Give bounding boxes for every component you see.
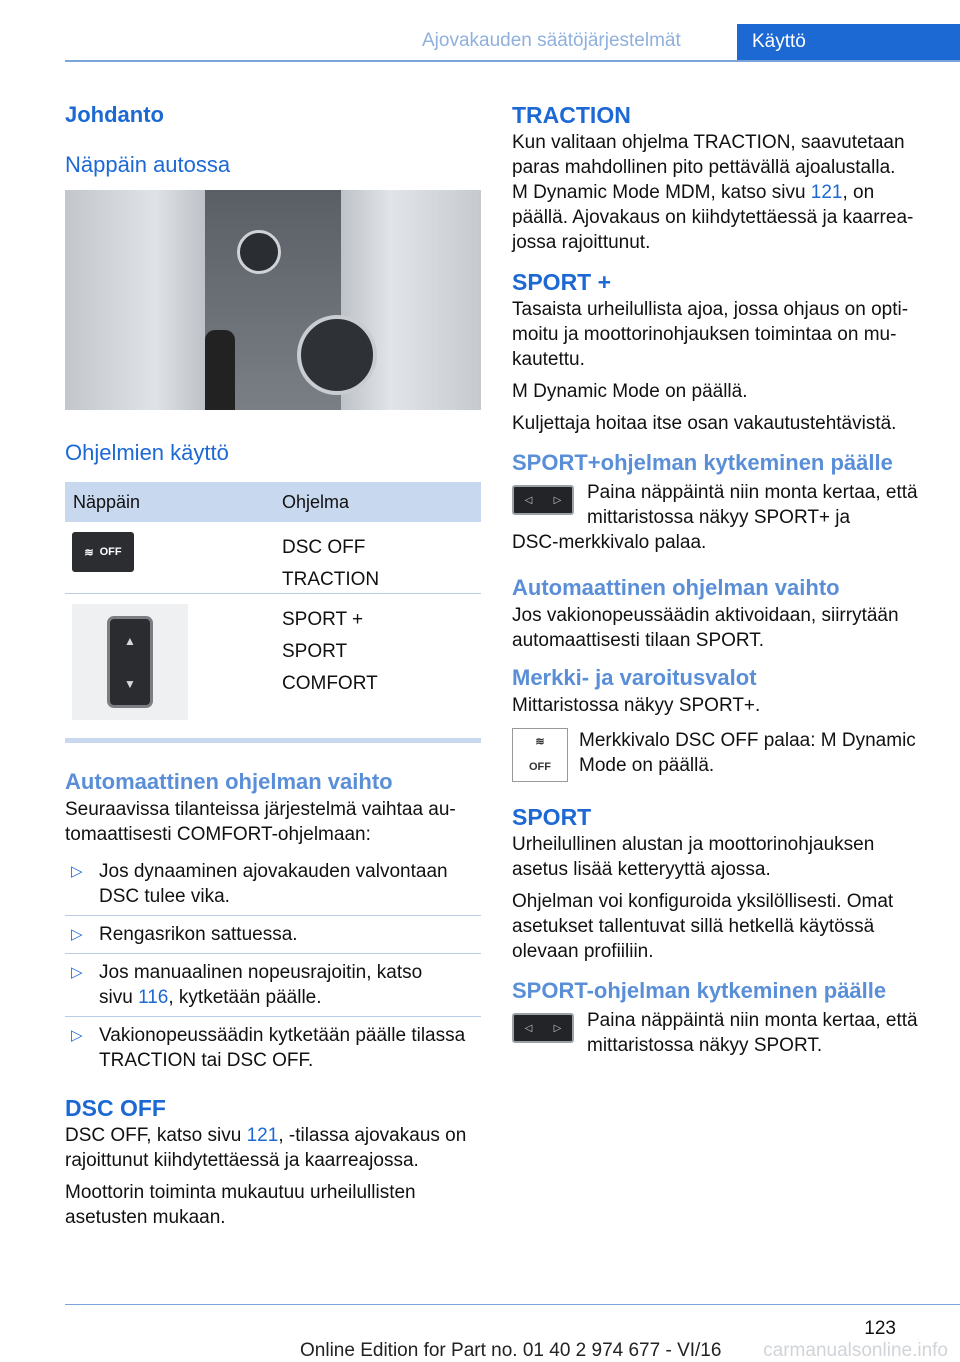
program-dsc-off: DSC OFF: [282, 537, 366, 558]
warning-lights-heading: Merkki- ja varoitusvalot: [512, 665, 757, 690]
footer-rule: [65, 1304, 960, 1305]
list-item: ▷ Jos manuaalinen nopeusrajoitin, katso sivu 116, kytketään päälle.: [65, 954, 481, 1017]
rocker-button-icon: ◁ ▷: [512, 1013, 574, 1043]
sport-plus-text: Tasaista urheilullista ajoa, jossa ohjaus on opti-moitu ja moottorinohjauksen toimintaa on mu-kautettu.: [512, 299, 909, 370]
dsc-off-heading: DSC OFF: [65, 1095, 166, 1121]
table-header: [65, 482, 481, 522]
auto-switch-text-right: Jos vakionopeussäädin aktivoidaan, siirrytään automaattisesti tilaan SPORT.: [512, 605, 899, 651]
dsc-off-text: DSC OFF, katso sivu 121, -tilassa ajovakaus on rajoittunut kiihdytettäessä ja kaarreajossa.: [65, 1125, 467, 1171]
page-link-121[interactable]: 121: [810, 182, 843, 203]
sport-plus-on-text: ◁ ▷ Paina näppäintä niin monta kertaa, että mittaristossa näkyy SPORT+ ja: [512, 480, 930, 530]
page-number: 123: [864, 1318, 896, 1339]
rocker-button-icon: ◁ ▷: [512, 485, 574, 515]
col-header-key: Näppäin: [73, 491, 141, 512]
rocker-switch-icon: ▲ ▼: [72, 604, 188, 720]
conditions-list: [65, 853, 481, 1079]
sport-on-text: ◁ ▷ Paina näppäintä niin monta kertaa, että mittaristossa näkyy SPORT.: [512, 1008, 930, 1058]
sport-plus-mdm: M Dynamic Mode on päällä.: [512, 381, 748, 402]
page-link-116[interactable]: 116: [138, 987, 169, 1008]
sport-plus-driver: Kuljettaja hoitaa itse osan vakautustehtävistä.: [512, 413, 897, 434]
col-header-program: Ohjelma: [282, 491, 350, 512]
program-sport: SPORT: [282, 641, 348, 662]
dsc-off-text-2: Moottorin toiminta mukautuu urheilullisten asetusten mukaan.: [65, 1182, 416, 1228]
sport-plus-heading: SPORT +: [512, 269, 612, 295]
mdm-text: M Dynamic Mode MDM, katso sivu 121, on päällä. Ajovakaus on kiihdytettäessä ja kaarrea-jossa rajoittunut.: [512, 182, 914, 253]
programs-heading: Ohjelmien käyttö: [65, 440, 229, 465]
watermark: carmanualsonline.info: [763, 1340, 948, 1361]
table-row: [65, 522, 481, 594]
sport-plus-on-heading: SPORT+ohjelman kytkeminen päälle: [512, 450, 893, 475]
programs-table: [65, 482, 481, 743]
page-link-121[interactable]: 121: [246, 1125, 279, 1146]
buttons-heading: Näppäin autossa: [65, 152, 231, 177]
list-item: ▷ Jos dynaaminen ajovakauden valvontaan DSC tulee vika.: [65, 853, 481, 916]
program-traction: TRACTION: [282, 569, 380, 590]
header-section: Ajovakauden säätöjärjestelmät: [422, 30, 681, 51]
auto-switch-heading: Automaattinen ohjelman vaihto: [65, 769, 393, 794]
sport-heading: SPORT: [512, 804, 592, 830]
console-photo: [65, 190, 481, 410]
auto-switch-text: Seuraavissa tilanteissa järjestelmä vaihtaa au-tomaattisesti COMFORT-ohjelmaan:: [65, 799, 456, 845]
traction-heading: TRACTION: [512, 102, 631, 128]
right-column: [512, 100, 930, 1058]
sport-plus-on-text-2: DSC-merkkivalo palaa.: [512, 532, 707, 553]
traction-text: Kun valitaan ohjelma TRACTION, saavutetaan paras mahdollinen pito pettävällä ajoalustalla.: [512, 132, 905, 178]
auto-switch-heading-right: Automaattinen ohjelman vaihto: [512, 575, 840, 600]
left-column: [65, 100, 481, 1230]
intro-heading: Johdanto: [65, 102, 164, 127]
edition-text: Online Edition for Part no. 01 40 2 974 677 - VI/16: [300, 1340, 722, 1361]
header-rule: [65, 60, 960, 62]
program-comfort: COMFORT: [282, 673, 378, 694]
dsc-off-warning-icon: ≋ OFF: [512, 728, 568, 782]
header-tab: Käyttö: [737, 24, 960, 61]
sport-text: Urheilullinen alustan ja moottorinohjauksen asetus lisää ketteryyttä ajossa.: [512, 834, 875, 880]
sport-on-heading: SPORT-ohjelman kytkeminen päälle: [512, 978, 887, 1003]
program-sport-plus: SPORT +: [282, 609, 364, 630]
table-row: [65, 594, 481, 726]
warning-lights-icon-text: ≋ OFF Merkkivalo DSC OFF palaa: M Dynamic Mode on päällä.: [512, 728, 930, 788]
list-item: ▷ Vakionopeussäädin kytketään päälle tilassa TRACTION tai DSC OFF.: [71, 1025, 466, 1071]
sport-config: Ohjelman voi konfiguroida yksilöllisesti. Omat asetukset tallentuvat sillä hetkellä käytössä olevaan profiiliin.: [512, 891, 894, 962]
dsc-off-button-icon: ≋ OFF: [72, 532, 134, 572]
list-item: ▷ Rengasrikon sattuessa.: [65, 916, 481, 954]
warning-lights-text: Mittaristossa näkyy SPORT+.: [512, 695, 761, 716]
